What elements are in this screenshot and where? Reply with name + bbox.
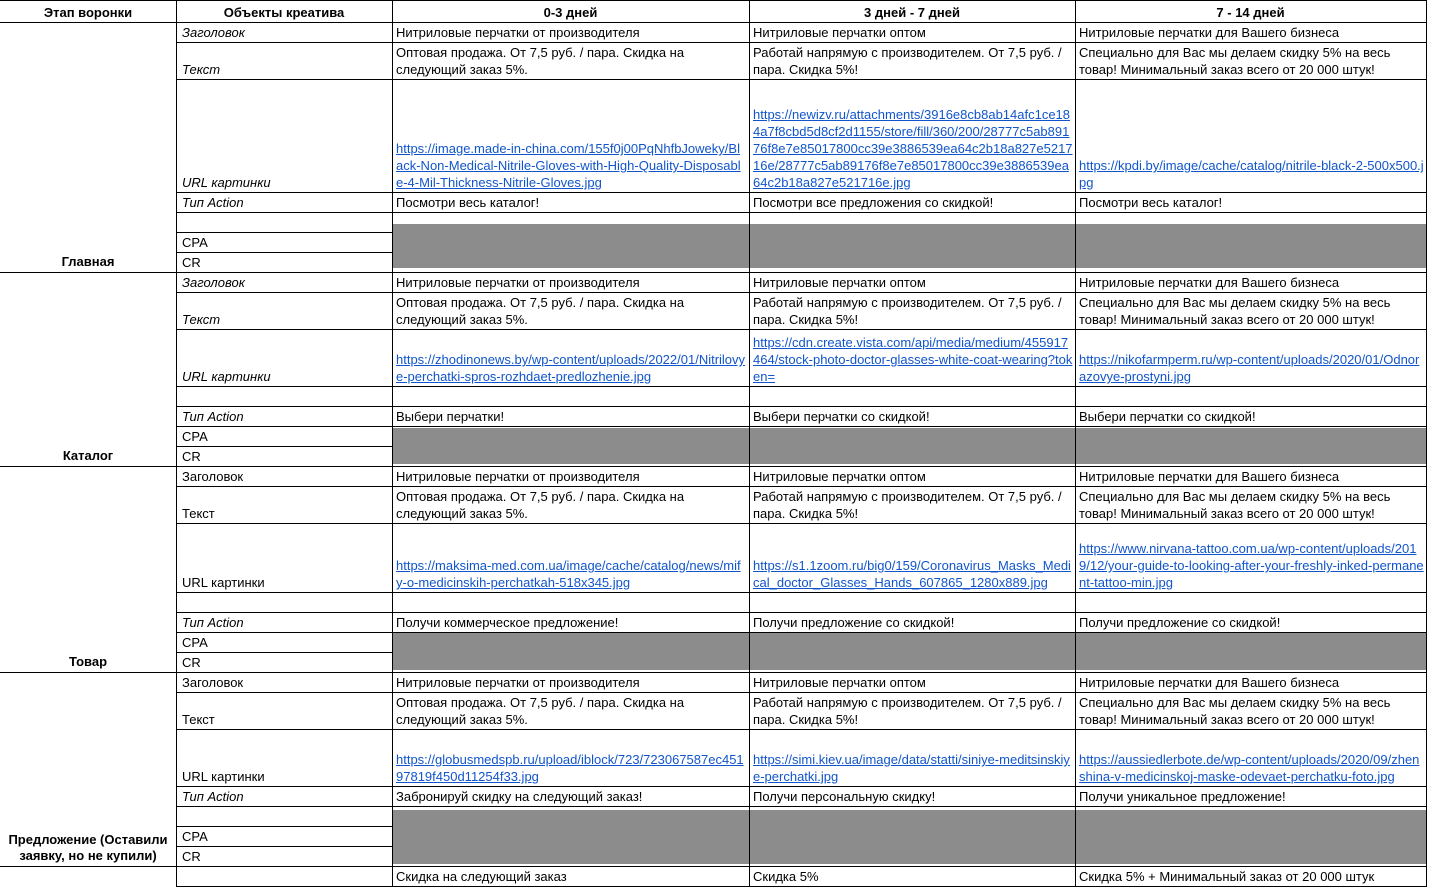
column-border [749, 0, 750, 887]
image-url-link[interactable]: https://aussiedlerbote.de/wp-content/uploads/2020/09/zhenshina-v-medicinskoj-maske-odevaet-perchatku-foto.jpg [1079, 752, 1420, 784]
row-border [176, 42, 393, 43]
text-text: Работай напрямую с производителем. От 7,5 руб. / пара. Скидка 5%! [753, 45, 1062, 77]
text-cell [1079, 486, 1424, 523]
headline-cell [1079, 272, 1424, 292]
action-cell [1079, 786, 1424, 806]
row-border [392, 729, 1427, 730]
headline-cell [396, 672, 747, 692]
image-cell [1079, 79, 1424, 192]
row-border [176, 632, 393, 633]
image-cell [396, 523, 747, 592]
row-border [392, 672, 1427, 673]
action-cell [396, 406, 747, 426]
row-border [176, 523, 393, 524]
row-border [176, 212, 393, 213]
metrics-gray-block [392, 810, 1426, 864]
object-label-action-type: Тип Action [182, 195, 244, 210]
action-text: Получи уникальное предложение! [1079, 789, 1286, 804]
row-border [176, 406, 393, 407]
row-border [392, 192, 1427, 193]
image-url-link[interactable]: https://globusmedspb.ru/upload/iblock/723/723067587ec45197819f450d11254f33.jpg [396, 752, 744, 784]
headline-cell [1079, 466, 1424, 486]
headline-text: Нитриловые перчатки от производителя [396, 675, 640, 690]
stage-label: Товар [68, 654, 108, 669]
row-border [176, 22, 393, 23]
headline-text: Нитриловые перчатки от производителя [396, 275, 640, 290]
footer-cell [753, 866, 1073, 886]
row-border [176, 786, 393, 787]
row-border [176, 232, 393, 233]
footer-border [176, 886, 1427, 887]
headline-cell [1079, 672, 1424, 692]
object-label-cpa: CPA [182, 829, 208, 844]
action-cell [1079, 192, 1424, 212]
object-label-cr: CR [182, 449, 201, 464]
row-border [392, 692, 1427, 693]
image-cell [396, 79, 747, 192]
metrics-gray-block [392, 428, 1426, 464]
image-url-link[interactable]: https://zhodinonews.by/wp-content/uploads/2022/01/Nitrilovye-perchatki-spros-rozhdaet-predlozhenie.jpg [396, 352, 746, 384]
action-cell [396, 192, 747, 212]
stage-label: Предложение (Оставили заявку, но не купили) [8, 832, 168, 863]
action-cell [753, 192, 1073, 212]
text-cell [396, 692, 747, 729]
row-border [392, 612, 1427, 613]
text-cell [396, 292, 747, 329]
row-border [392, 42, 1427, 43]
text-text: Специально для Вас мы делаем скидку 5% на весь товар! Минимальный заказ всего от 20 000 штук! [1079, 489, 1391, 521]
action-text: Получи предложение со скидкой! [1079, 615, 1281, 630]
action-text: Посмотри все предложения со скидкой! [753, 195, 994, 210]
text-cell [753, 486, 1073, 523]
row-border [176, 426, 393, 427]
text-text: Оптовая продажа. От 7,5 руб. / пара. Скидка на следующий заказ 5%. [396, 295, 685, 327]
object-label-image-url: URL картинки [182, 175, 271, 190]
text-cell [753, 292, 1073, 329]
headline-cell [753, 466, 1073, 486]
action-cell [753, 612, 1073, 632]
object-label-action-type: Тип Action [182, 409, 244, 424]
text-text: Работай напрямую с производителем. От 7,5 руб. / пара. Скидка 5%! [753, 695, 1062, 727]
image-url-link[interactable]: https://simi.kiev.ua/image/data/statti/siniye-meditsinskiye-perchatki.jpg [753, 752, 1070, 784]
text-cell [753, 42, 1073, 79]
headline-text: Нитриловые перчатки для Вашего бизнеса [1079, 469, 1340, 484]
row-border [176, 592, 393, 593]
metrics-gray-block [392, 632, 1426, 670]
row-border [176, 329, 393, 330]
image-cell [753, 523, 1073, 592]
row-border [392, 523, 1427, 524]
action-text: Получи коммерческое предложение! [396, 615, 619, 630]
row-border [176, 466, 393, 467]
header-col2: 3 дней - 7 дней [864, 4, 960, 20]
object-label-action-type: Тип Action [182, 789, 244, 804]
image-cell [753, 329, 1073, 386]
row-border [176, 672, 393, 673]
image-url-link[interactable]: https://nikofarmperm.ru/wp-content/uploads/2020/01/Odnorazovye-prostyni.jpg [1079, 352, 1420, 384]
headline-text: Нитриловые перчатки для Вашего бизнеса [1079, 675, 1340, 690]
row-border [176, 806, 393, 807]
text-text: Специально для Вас мы делаем скидку 5% на весь товар! Минимальный заказ всего от 20 000 штук! [1079, 45, 1391, 77]
footer-text: Скидка на следующий заказ [396, 869, 567, 884]
text-cell [396, 486, 747, 523]
headline-text: Нитриловые перчатки от производителя [396, 469, 640, 484]
row-border [176, 386, 393, 387]
row-border [392, 329, 1427, 330]
object-label-headline: Заголовок [182, 675, 244, 690]
row-border [392, 272, 1427, 273]
header-objects: Объекты креатива [223, 4, 345, 20]
row-border [392, 212, 1427, 213]
footer-cell [1079, 866, 1424, 886]
headline-cell [396, 272, 747, 292]
object-label-cpa: CPA [182, 429, 208, 444]
object-label-cr: CR [182, 255, 201, 270]
object-label-cpa: CPA [182, 235, 208, 250]
row-border [176, 292, 393, 293]
text-cell [1079, 42, 1424, 79]
image-cell [753, 729, 1073, 786]
text-text: Работай напрямую с производителем. От 7,5 руб. / пара. Скидка 5%! [753, 295, 1062, 327]
row-border [176, 866, 393, 867]
row-border [176, 446, 393, 447]
row-border [392, 786, 1427, 787]
text-cell [1079, 292, 1424, 329]
column-border [1426, 0, 1427, 887]
object-label-action-type: Тип Action [182, 615, 244, 630]
image-url-link[interactable]: https://image.made-in-china.com/155f0j00PqNhfbJoweky/Black-Non-Medical-Nitrile-Gloves-with-High-Quality-Disposable-4-Mil-Thickness-Nitrile-Gloves.jpg [396, 141, 741, 190]
row-border [176, 272, 393, 273]
action-cell [396, 786, 747, 806]
footer-cell [396, 866, 747, 886]
row-border [392, 486, 1427, 487]
action-text: Получи предложение со скидкой! [753, 615, 955, 630]
headline-cell [753, 22, 1073, 42]
image-cell [1079, 729, 1424, 786]
row-border [176, 692, 393, 693]
footer-text: Скидка 5% + Минимальный заказ от 20 000 штук [1079, 869, 1375, 884]
action-cell [753, 786, 1073, 806]
headline-text: Нитриловые перчатки оптом [753, 675, 926, 690]
image-cell [1079, 523, 1424, 592]
headline-text: Нитриловые перчатки для Вашего бизнеса [1079, 275, 1340, 290]
object-label-cr: CR [182, 655, 201, 670]
object-label-text: Текст [182, 506, 215, 521]
image-url-link[interactable]: https://cdn.create.vista.com/api/media/medium/455917464/stock-photo-doctor-glasses-white-coat-wearing?token= [753, 335, 1073, 384]
row-border [176, 652, 393, 653]
row-border [176, 192, 393, 193]
headline-cell [396, 466, 747, 486]
text-text: Специально для Вас мы делаем скидку 5% на весь товар! Минимальный заказ всего от 20 000 штук! [1079, 695, 1391, 727]
row-border [176, 846, 393, 847]
row-border [176, 612, 393, 613]
text-cell [753, 692, 1073, 729]
image-cell [396, 329, 747, 386]
text-cell [1079, 692, 1424, 729]
column-border [1075, 0, 1076, 887]
row-border [392, 806, 1427, 807]
header-col1: 0-3 дней [543, 4, 598, 20]
image-cell [1079, 329, 1424, 386]
text-text: Оптовая продажа. От 7,5 руб. / пара. Скидка на следующий заказ 5%. [396, 489, 685, 521]
object-label-text: Текст [182, 62, 221, 77]
row-border [176, 252, 393, 253]
text-text: Оптовая продажа. От 7,5 руб. / пара. Скидка на следующий заказ 5%. [396, 695, 685, 727]
column-border [392, 0, 393, 887]
image-url-link[interactable]: https://newizv.ru/attachments/3916e8cb8ab14afc1ce184a7f8cbd5d8cf2d1155/store/fill/360/200/28777c5ab89176f8e7e85017800cc39e3886539ea64c2b18a827e521716e/28777c5ab89176f8e7e85017800cc39e3886539ea64c2b18a827e521716e.jpg [753, 107, 1073, 190]
image-url-link[interactable]: https://s1.1zoom.ru/big0/159/Coronavirus_Masks_Medical_doctor_Glasses_Hands_607865_1280x889.jpg [753, 558, 1071, 590]
row-border [392, 466, 1427, 467]
text-text: Специально для Вас мы делаем скидку 5% на весь товар! Минимальный заказ всего от 20 000 штук! [1079, 295, 1391, 327]
row-border [176, 729, 393, 730]
object-label-headline: Заголовок [182, 469, 244, 484]
row-border [392, 79, 1427, 80]
row-border [176, 79, 393, 80]
headline-cell [1079, 22, 1424, 42]
text-cell [396, 42, 747, 79]
top-border [0, 0, 1427, 1]
headline-text: Нитриловые перчатки оптом [753, 25, 926, 40]
action-text: Забронируй скидку на следующий заказ! [396, 789, 643, 804]
header-stage: Этап воронки [43, 4, 133, 20]
action-cell [396, 612, 747, 632]
headline-cell [396, 22, 747, 42]
object-label-headline: Заголовок [182, 25, 245, 40]
row-border [392, 426, 1427, 427]
object-label-image-url: URL картинки [182, 369, 271, 384]
text-text: Оптовая продажа. От 7,5 руб. / пара. Скидка на следующий заказ 5%. [396, 45, 685, 77]
object-label-text: Текст [182, 712, 215, 727]
row-border [176, 826, 393, 827]
image-url-link[interactable]: https://kpdi.by/image/cache/catalog/nitrile-black-2-500x500.jpg [1079, 158, 1424, 190]
row-border [392, 22, 1427, 23]
object-label-headline: Заголовок [182, 275, 245, 290]
row-border [392, 386, 1427, 387]
headline-text: Нитриловые перчатки оптом [753, 469, 926, 484]
image-cell [753, 79, 1073, 192]
headline-text: Нитриловые перчатки оптом [753, 275, 926, 290]
column-border [176, 0, 177, 887]
footer-text: Скидка 5% [753, 869, 819, 884]
action-cell [1079, 406, 1424, 426]
object-label-image-url: URL картинки [182, 769, 265, 784]
action-text: Посмотри весь каталог! [1079, 195, 1223, 210]
row-border [392, 592, 1427, 593]
action-text: Посмотри весь каталог! [396, 195, 540, 210]
action-cell [753, 406, 1073, 426]
object-label-cpa: CPA [182, 635, 208, 650]
image-cell [396, 729, 747, 786]
action-text: Выбери перчатки! [396, 409, 505, 424]
object-label-text: Текст [182, 312, 221, 327]
headline-text: Нитриловые перчатки для Вашего бизнеса [1079, 25, 1340, 40]
row-border [392, 406, 1427, 407]
headline-text: Нитриловые перчатки от производителя [396, 25, 640, 40]
action-text: Выбери перчатки со скидкой! [753, 409, 930, 424]
metrics-gray-block [392, 224, 1426, 268]
action-cell [1079, 612, 1424, 632]
object-label-image-url: URL картинки [182, 575, 265, 590]
text-text: Работай напрямую с производителем. От 7,5 руб. / пара. Скидка 5%! [753, 489, 1062, 521]
image-url-link[interactable]: https://www.nirvana-tattoo.com.ua/wp-content/uploads/2019/12/your-guide-to-looking-after-your-freshly-inked-permanent-tattoo-min.jpg [1079, 541, 1424, 590]
object-label-cr: CR [182, 849, 201, 864]
stage-label: Каталог [62, 448, 114, 463]
headline-cell [753, 272, 1073, 292]
row-border [392, 292, 1427, 293]
headline-cell [753, 672, 1073, 692]
row-border [392, 632, 1427, 633]
stage-border [0, 866, 177, 867]
action-text: Получи персональную скидку! [753, 789, 936, 804]
stage-label: Главная [61, 254, 115, 269]
header-col3: 7 - 14 дней [1216, 4, 1285, 20]
image-url-link[interactable]: https://maksima-med.com.ua/image/cache/catalog/news/mify-o-medicinskih-perchatkah-518x345.jpg [396, 558, 741, 590]
row-border [176, 486, 393, 487]
action-text: Выбери перчатки со скидкой! [1079, 409, 1256, 424]
